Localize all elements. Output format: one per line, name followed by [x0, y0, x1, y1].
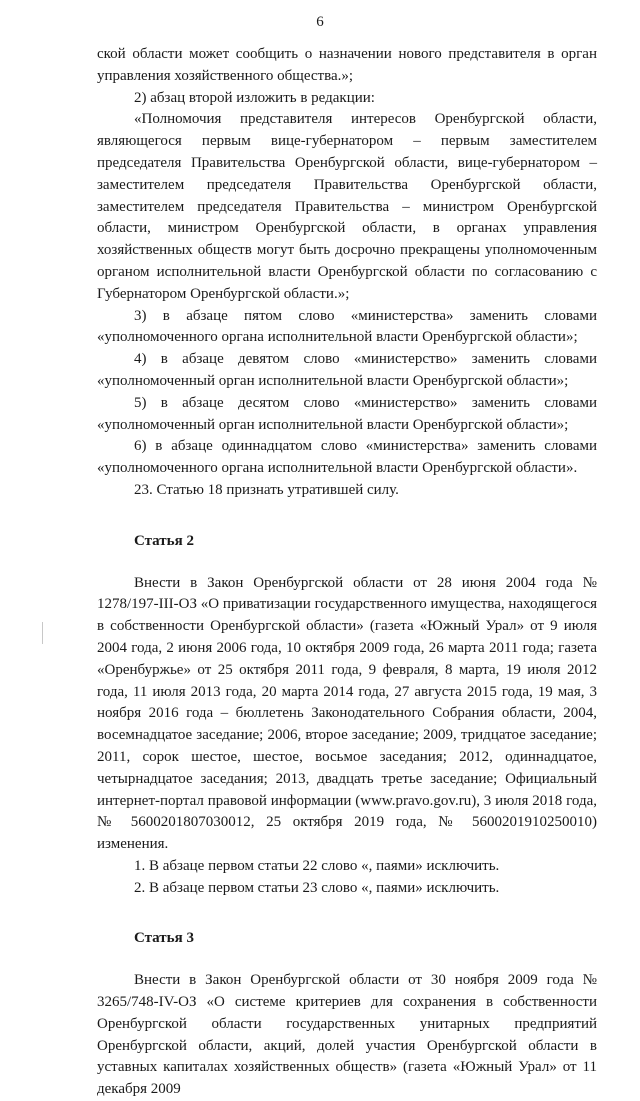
paragraph: 6) в абзаце одиннадцатом слово «министерства» заменить словами «уполномоченного органа исполнительной власти Оренбургской области». [97, 438, 597, 477]
paragraph: Внести в Закон Оренбургской области от 28 июня 2004 года № 1278/197-III-ОЗ «О приватизации государственного имущества, находящегося в собственности Оренбургской области» (газета «Южный Урал» от 9 июля 2004 года, 2 июня 2006 года, 10 октября 2009 года, 26 марта 2011 года; газета «Оренбуржье» от 25 октября 2011 года, 9 февраля, 8 марта, 19 июля 2012 года, 11 июля 2013 года, 20 марта 2014 года, 27 августа 2015 года, 19 мая, 3 ноября 2016 года – бюллетень Законодательного Собрания области, 2004, восемнадцатое заседание; 2006, второе заседание; 2009, тридцатое заседание; 2011, сорок шестое, шестое, восьмое заседания; 2012, одиннадцатое, четырнадцатое заседания; 2013, двадцать третье заседание; Официальный интернет-портал правовой информации (www.pravo.gov.ru), 3 июля 2018 года, № 5600201807030012, 25 октября 2019 года, № 5600201910250010) изменения. [97, 574, 597, 853]
spacer [97, 950, 597, 970]
article-3-heading: Статья 3 [134, 930, 194, 947]
paragraph: «Полномочия представителя интересов Оренбургской области, являющегося первым вице-губернатором – первым заместителем председателя Правительства Оренбургской области, вице-губернатором – заместителем председателя Правительства Оренбургской области, заместителем председателя Правительства – министром Оренбургской области, министром Оренбургской области, в органах управления хозяйственных обществ могут быть досрочно прекращены уполномоченным органом исполнительной власти Оренбургской области по согласованию с Губернатором Оренбургской области.»; [97, 111, 597, 302]
paragraph: 1. В абзаце первом статьи 22 слово «, паями» исключить. [134, 857, 500, 874]
paragraph: 23. Статью 18 признать утратившей силу. [134, 481, 399, 498]
article-2-heading: Статья 2 [134, 532, 194, 549]
paragraph: 4) в абзаце девятом слово «министерство» заменить словами «уполномоченный орган исполнительной власти Оренбургской области»; [97, 351, 597, 389]
paragraph: 2. В абзаце первом статьи 23 слово «, паями» исключить. [134, 879, 500, 896]
page-number: 6 [316, 14, 324, 30]
paragraph: 5) в абзаце десятом слово «министерство» заменить словами «уполномоченный орган исполнительной власти Оренбургской области»; [97, 394, 597, 433]
spacer [97, 502, 597, 531]
paragraph: 3) в абзаце пятом слово «министерства» заменить словами «уполномоченного органа исполнительной власти Оренбургской области»; [97, 307, 597, 346]
margin-mark [42, 622, 43, 644]
paragraph: Внести в Закон Оренбургской области от 30 ноября 2009 года № 3265/748-IV-ОЗ «О системе критериев для сохранения в собственности Оренбургской области государственных унитарных предприятий Оренбургской области, акций, долей участия Оренбургской области в уставных капиталах хозяйственных обществ» (газета «Южный Урал» от 11 декабря 2009 [97, 972, 597, 1098]
paragraph: ской области может сообщить о назначении нового представителя в орган управления хозяйственного общества.»; [97, 46, 597, 84]
spacer [97, 553, 597, 573]
spacer [97, 899, 597, 928]
document-body [97, 44, 597, 1101]
paragraph: 2) абзац второй изложить в редакции: [134, 89, 375, 106]
